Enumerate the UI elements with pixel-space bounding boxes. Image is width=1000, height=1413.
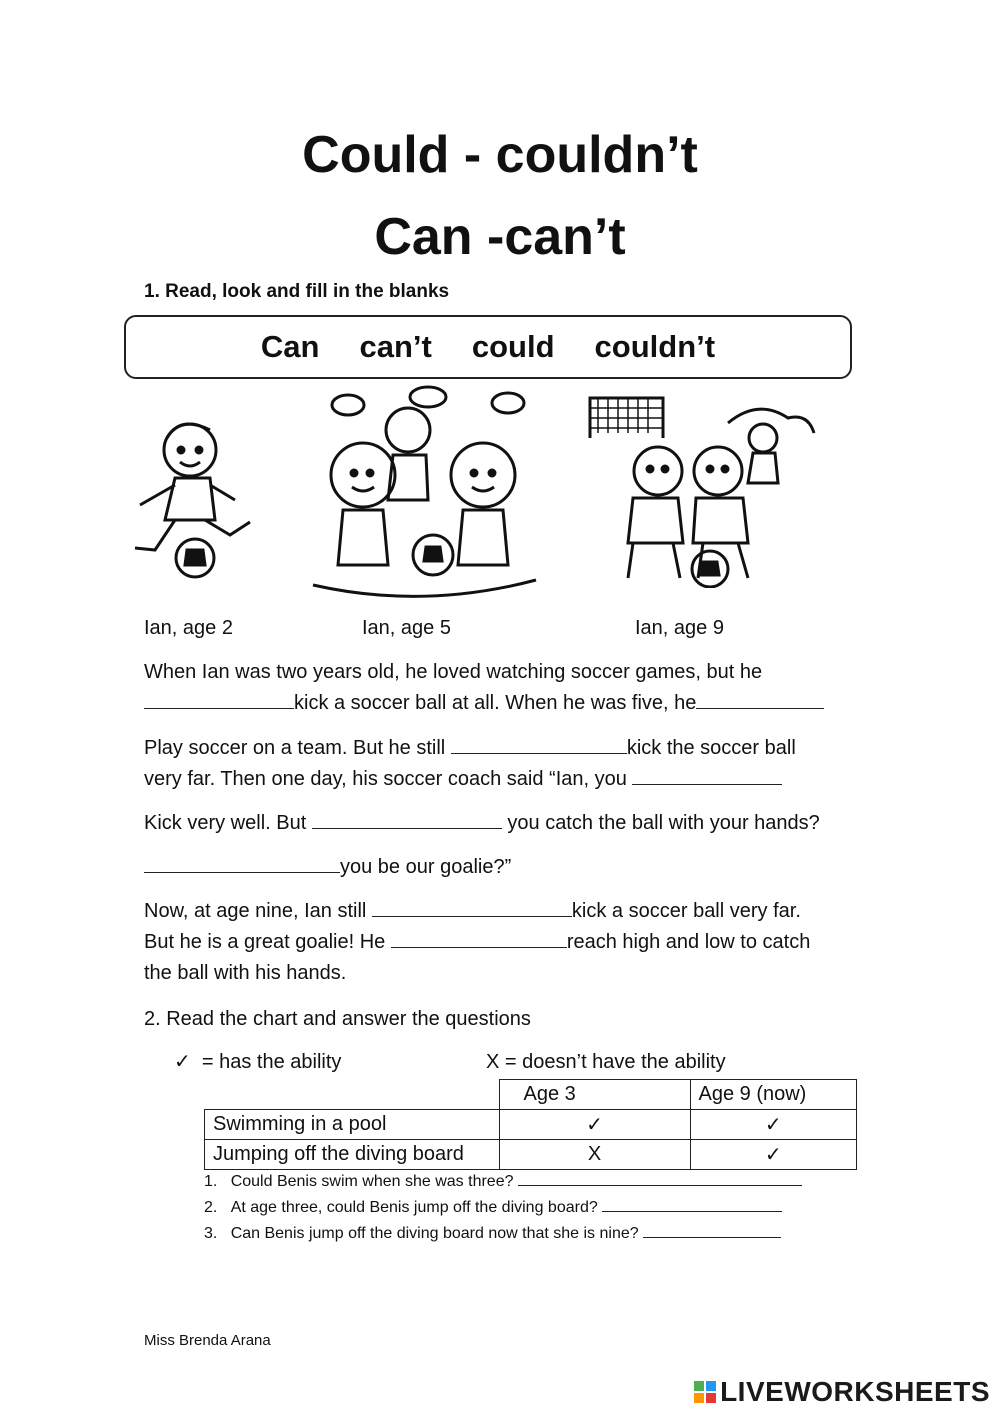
answer-blank[interactable] [372,896,572,917]
answer-blank[interactable] [391,927,567,948]
section2-instruction: 2. Read the chart and answer the questions [144,1008,531,1030]
legend-x: X = doesn’t have the ability [486,1051,726,1073]
answer-blank[interactable] [643,1223,781,1238]
passage-line: the ball with his hands. [144,962,347,984]
passage-line: Now, at age nine, Ian still kick a soccer ball very far. [144,896,801,927]
answer-blank[interactable] [144,852,340,873]
answer-blank[interactable] [602,1197,782,1212]
chart-cell: X [499,1140,690,1170]
picture-caption: Ian, age 2 [144,617,233,639]
word-bank-item: could [471,329,555,364]
answer-blank[interactable] [696,688,824,709]
question-item: 1. Could Benis swim when she was three? [204,1169,802,1195]
chart-activity: Jumping off the diving board [205,1140,500,1170]
chart-cell: ✓ [690,1110,857,1140]
page-subtitle: Can -can’t [374,208,626,266]
answer-blank[interactable] [518,1171,802,1186]
word-bank-item: couldn’t [594,329,716,364]
answer-blank[interactable] [451,733,627,754]
word-bank [124,315,852,379]
check-icon: ✓ [174,1051,191,1073]
ability-chart [204,1079,857,1170]
question-item: 3. Can Benis jump off the diving board now that she is nine? [204,1221,781,1247]
question-item: 2. At age three, could Benis jump off the diving board? [204,1195,782,1221]
legend-check: ✓ = has the ability [174,1051,342,1073]
page-title: Could - couldn’t [302,126,698,184]
chart-cell: ✓ [690,1140,857,1170]
passage-line: When Ian was two years old, he loved watching soccer games, but he [144,661,763,683]
word-bank-item: can’t [359,329,432,364]
answer-blank[interactable] [632,764,782,785]
passage-line: Kick very well. But you catch the ball with your hands? [144,808,820,839]
picture-caption: Ian, age 9 [635,617,724,639]
picture-caption: Ian, age 5 [362,617,451,639]
brand-logo: LIVEWORKSHEETS [694,1376,990,1408]
answer-blank[interactable] [312,808,502,829]
passage-line: kick a soccer ball at all. When he was five, he [144,688,824,719]
chart-header: Age 3 [499,1080,690,1110]
word-bank-item: Can [260,329,320,364]
section1-instruction: 1. Read, look and fill in the blanks [144,281,450,302]
boy-kicking-ball-icon [125,410,260,580]
passage-line: you be our goalie?” [144,852,511,883]
liveworksheets-logo-icon [694,1381,716,1403]
passage-line: very far. Then one day, his soccer coach said “Ian, you [144,764,782,795]
soccer-players-goal-icon [588,393,816,588]
chart-header: Age 9 (now) [690,1080,857,1110]
answer-blank[interactable] [144,688,294,709]
author-name: Miss Brenda Arana [144,1332,271,1349]
chart-activity: Swimming in a pool [205,1110,500,1140]
chart-cell: ✓ [499,1110,690,1140]
passage-line: But he is a great goalie! He reach high and low to catch [144,927,810,958]
passage-line: Play soccer on a team. But he still kick the soccer ball [144,733,796,764]
children-playing-soccer-icon [308,385,538,603]
